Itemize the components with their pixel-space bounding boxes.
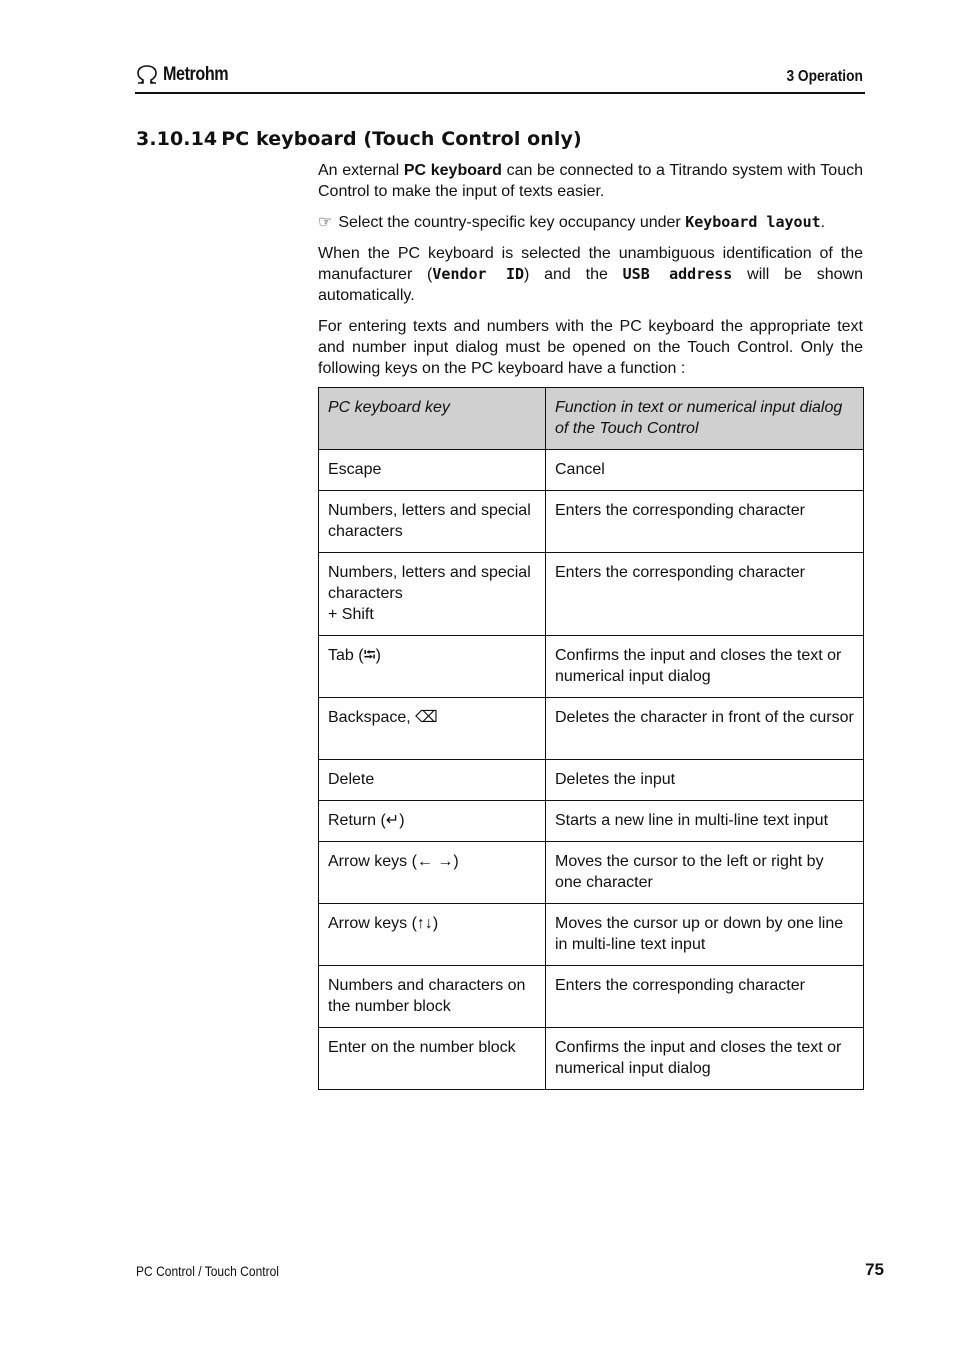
table-row	[319, 760, 864, 801]
key-cell: Enter on the number block	[319, 1028, 546, 1090]
function-cell: Starts a new line in multi-line text input	[546, 801, 864, 842]
key-cell: Numbers, letters and special characters	[319, 491, 546, 553]
paragraph-note	[318, 212, 863, 233]
chapter-title: 3 Operation	[786, 68, 863, 85]
paragraph-keys-intro: For entering texts and numbers with the PC keyboard the appropriate text and number input dialog must be opened on the Touch Control. Only the following keys on the PC keyboard have a function :	[318, 318, 863, 377]
page-number: 75	[865, 1260, 884, 1279]
text-run: An external	[318, 162, 404, 179]
function-cell: Confirms the input and closes the text or numerical input dialog	[546, 636, 864, 698]
key-cell: Escape	[319, 450, 546, 491]
key-cell: Arrow keys (← →)	[319, 842, 546, 904]
table-row	[319, 842, 864, 904]
section-heading	[136, 128, 582, 150]
code-keyboard-layout: Keyboard layout	[685, 213, 821, 231]
code-vendor-id: Vendor ID	[432, 265, 525, 283]
keyboard-function-table	[318, 387, 864, 1090]
function-cell: Enters the corresponding character	[546, 553, 864, 636]
text-run: can be connected to a Titrando system with Touch Control to make the input of texts easier.	[318, 162, 863, 200]
key-cell: Numbers and characters on the number block	[319, 966, 546, 1028]
code-usb-address: USB address	[622, 265, 733, 283]
table-row	[319, 553, 864, 636]
function-cell: Enters the corresponding character	[546, 491, 864, 553]
brand-name: Metrohm	[163, 64, 229, 85]
section-title: PC keyboard (Touch Control only)	[221, 128, 582, 150]
key-cell: Tab (⭾)	[319, 636, 546, 698]
table-row	[319, 801, 864, 842]
table-row	[319, 966, 864, 1028]
table-row	[319, 491, 864, 553]
key-cell: Arrow keys (↑↓)	[319, 904, 546, 966]
table-row	[319, 636, 864, 698]
function-cell: Moves the cursor up or down by one line in multi-line text input	[546, 904, 864, 966]
section-number: 3.10.14	[136, 128, 218, 150]
text-run: will be shown automatically.	[318, 266, 863, 304]
text-run: .	[820, 214, 826, 231]
paragraph-intro	[318, 160, 863, 202]
function-cell: Confirms the input and closes the text or numerical input dialog	[546, 1028, 864, 1090]
table-row	[319, 698, 864, 760]
table-row	[319, 904, 864, 966]
keyword-pc-keyboard: PC keyboard	[403, 162, 502, 179]
paragraph-identification	[318, 243, 863, 306]
text-run: When the PC keyboard is selected the unambiguous identification of the manufacturer (	[318, 245, 863, 283]
text-run: ) and the	[524, 266, 623, 283]
omega-icon	[135, 64, 159, 86]
function-cell: Deletes the character in front of the cursor	[546, 698, 864, 760]
column-header-key: PC keyboard key	[319, 388, 546, 450]
column-header-function: Function in text or numerical input dialog of the Touch Control	[546, 388, 864, 450]
key-cell: Backspace, ⌫	[319, 698, 546, 760]
footer-manual-title: PC Control / Touch Control	[136, 1263, 279, 1279]
function-cell: Moves the cursor to the left or right by one character	[546, 842, 864, 904]
brand-logo	[135, 64, 240, 86]
table-row	[319, 450, 864, 491]
table-row	[319, 1028, 864, 1090]
page-header	[135, 64, 865, 94]
key-cell: Numbers, letters and special characters + Shift	[319, 553, 546, 636]
pointing-hand-icon: ☞	[318, 214, 333, 231]
table-header-row	[319, 388, 864, 450]
function-cell: Cancel	[546, 450, 864, 491]
key-cell: Delete	[319, 760, 546, 801]
key-cell: Return (↵)	[319, 801, 546, 842]
function-cell: Enters the corresponding character	[546, 966, 864, 1028]
function-cell: Deletes the input	[546, 760, 864, 801]
body-text	[318, 160, 863, 389]
text-run: Select the country-specific key occupancy under	[338, 214, 686, 231]
